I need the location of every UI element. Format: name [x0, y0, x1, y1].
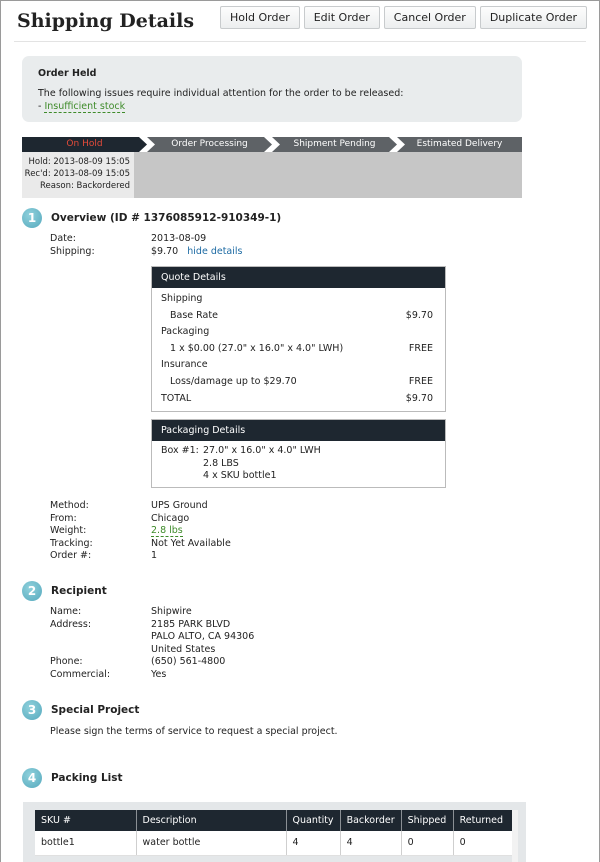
- packing-list-panel: [23, 802, 526, 862]
- date-value: 2013-08-09: [151, 233, 207, 244]
- quote-packaging-row: [152, 341, 445, 358]
- shipping-value: $9.70: [151, 245, 179, 257]
- step-estimated-delivery: [397, 137, 522, 152]
- packaging-details-box: [151, 419, 446, 488]
- special-project-section-header: [22, 700, 139, 720]
- step-order-processing: [147, 137, 272, 152]
- col-returned: Returned: [453, 810, 514, 831]
- quote-shipping-heading: [152, 291, 445, 308]
- quote-details-header: Quote Details: [152, 267, 445, 288]
- box-contents: 4 x SKU bottle1: [203, 470, 277, 481]
- tracking-label: Tracking:: [50, 537, 93, 549]
- total-value: $9.70: [405, 392, 433, 404]
- alert-title: Order Held: [38, 68, 97, 79]
- cell-sku: bottle1: [35, 831, 136, 855]
- quote-packaging-heading: [152, 324, 445, 341]
- weight-link[interactable]: 2.8 lbs: [151, 525, 183, 537]
- col-backorder: Backorder: [340, 810, 401, 831]
- alert-message: The following issues require individual attention for the order to be released:: [38, 88, 404, 99]
- order-number-label: Order #:: [50, 550, 92, 562]
- overview-section-header: [22, 208, 281, 228]
- phone-label: Phone:: [50, 656, 83, 668]
- progress-fill: [134, 152, 522, 198]
- insurance-item: Loss/damage up to $29.70: [170, 375, 297, 387]
- step-label: Shipment Pending: [293, 139, 376, 149]
- hold-time: Hold: 2013-08-09 15:05: [28, 157, 130, 167]
- from-value: Chicago: [151, 512, 190, 524]
- packing-list-table: [35, 810, 514, 856]
- recipient-section-header: [22, 581, 107, 601]
- recipient-title: Recipient: [51, 585, 107, 597]
- overview-summary: [50, 233, 242, 258]
- col-sku: SKU #: [35, 810, 136, 831]
- order-progress: [22, 137, 522, 198]
- packing-list-scrollbar[interactable]: [512, 810, 518, 862]
- step-label: Order Processing: [171, 139, 248, 149]
- section-number-badge: 4: [22, 768, 42, 788]
- overview-title: Overview (ID # 1376085912-910349-1): [51, 212, 282, 224]
- packaging-details-header: Packaging Details: [152, 420, 445, 441]
- date-label: Date:: [50, 233, 76, 244]
- special-project-title: Special Project: [51, 704, 140, 716]
- address-line-3: United States: [151, 643, 216, 655]
- edit-order-button[interactable]: Edit Order: [304, 6, 380, 29]
- duplicate-order-button[interactable]: Duplicate Order: [480, 6, 587, 29]
- shipping-heading: Shipping: [161, 293, 203, 304]
- phone-value: (650) 561-4800: [151, 656, 226, 668]
- order-number-value: 1: [151, 550, 158, 562]
- hold-reason: Reason: Backordered: [40, 181, 130, 191]
- hold-info: [22, 152, 134, 198]
- tracking-value: Not Yet Available: [151, 537, 231, 549]
- alert-issue: [38, 100, 506, 113]
- box-dimensions: 27.0" x 16.0" x 4.0" LWH: [203, 445, 321, 456]
- page-title: Shipping Details: [17, 10, 195, 32]
- section-number-badge: 1: [22, 208, 42, 228]
- col-shipped: Shipped: [401, 810, 453, 831]
- cell-shipped: 0: [401, 831, 453, 855]
- shipment-info: [50, 500, 231, 563]
- commercial-label: Commercial:: [50, 668, 111, 680]
- order-held-alert: [22, 56, 522, 122]
- packaging-item: 1 x $0.00 (27.0" x 16.0" x 4.0" LWH): [170, 342, 344, 354]
- col-quantity: Quantity: [286, 810, 340, 831]
- section-number-badge: 3: [22, 700, 42, 720]
- cell-quantity: 4: [286, 831, 340, 855]
- box-label: Box #1:: [161, 445, 199, 456]
- method-label: Method:: [50, 500, 89, 511]
- hide-details-link[interactable]: hide details: [187, 245, 243, 257]
- address-label: Address:: [50, 618, 92, 630]
- insufficient-stock-link[interactable]: Insufficient stock: [44, 101, 126, 112]
- box-weight: 2.8 LBS: [203, 457, 239, 469]
- hold-order-button[interactable]: Hold Order: [220, 6, 300, 29]
- name-value: Shipwire: [151, 606, 192, 617]
- packaging-item-value: FREE: [408, 342, 433, 354]
- quote-insurance-row: [152, 374, 445, 391]
- step-on-hold: [22, 137, 147, 152]
- weight-label: Weight:: [50, 525, 87, 537]
- insurance-heading: Insurance: [161, 359, 208, 371]
- base-rate-label: Base Rate: [170, 309, 218, 321]
- step-shipment-pending: [272, 137, 397, 152]
- shipping-label: Shipping:: [50, 245, 95, 257]
- insurance-item-value: FREE: [408, 375, 433, 387]
- cell-description: water bottle: [136, 831, 286, 855]
- table-row: [35, 831, 514, 855]
- total-label: TOTAL: [161, 392, 192, 404]
- packing-list-section-header: [22, 768, 123, 788]
- name-label: Name:: [50, 606, 82, 617]
- method-value: UPS Ground: [151, 500, 208, 511]
- cancel-order-button[interactable]: Cancel Order: [384, 6, 476, 29]
- step-label: On Hold: [66, 139, 103, 149]
- packing-list-title: Packing List: [51, 772, 123, 784]
- cell-backorder: 4: [340, 831, 401, 855]
- box-entry: [152, 441, 445, 487]
- special-project-text: Please sign the terms of service to request a special project.: [50, 726, 338, 737]
- address-line-1: 2185 PARK BLVD: [151, 618, 231, 630]
- quote-base-rate-row: [152, 308, 445, 325]
- address-line-2: PALO ALTO, CA 94306: [151, 631, 255, 643]
- packaging-heading: Packaging: [161, 326, 210, 338]
- quote-details-box: [151, 266, 446, 412]
- col-description: Description: [136, 810, 286, 831]
- header-divider: [14, 41, 586, 42]
- progress-body: [22, 152, 522, 198]
- order-actions: [220, 6, 587, 29]
- cell-returned: 0: [453, 831, 514, 855]
- table-header-row: [35, 810, 514, 831]
- issue-prefix: -: [38, 101, 45, 112]
- section-number-badge: 2: [22, 581, 42, 601]
- received-time: Rec'd: 2013-08-09 15:05: [24, 169, 130, 179]
- from-label: From:: [50, 512, 77, 524]
- base-rate-value: $9.70: [405, 309, 433, 321]
- progress-steps: [22, 137, 522, 152]
- commercial-value: Yes: [151, 668, 167, 680]
- quote-total-row: [152, 391, 445, 408]
- step-label: Estimated Delivery: [416, 139, 503, 149]
- recipient-info: [50, 606, 254, 682]
- quote-insurance-heading: [152, 357, 445, 374]
